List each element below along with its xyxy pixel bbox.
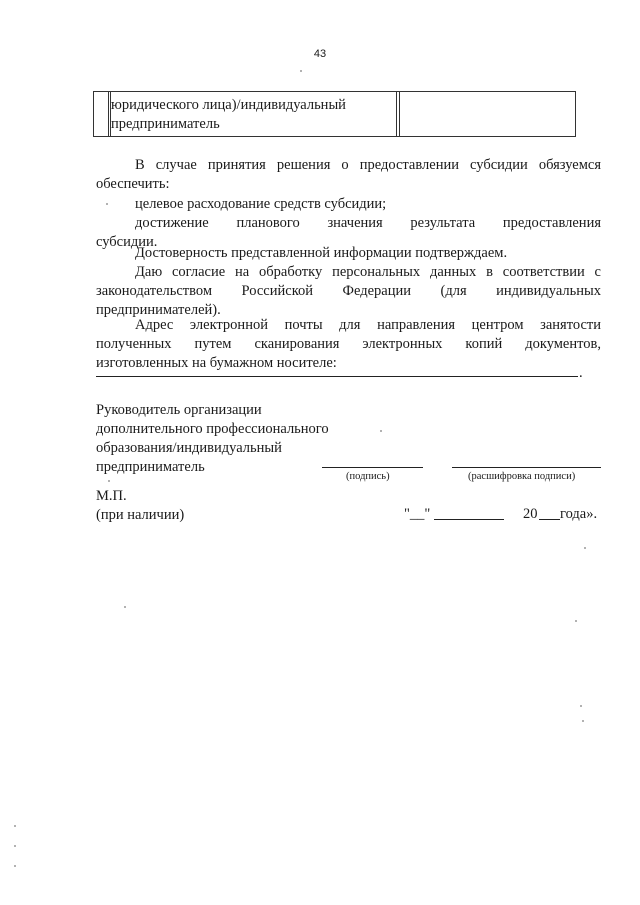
paragraph-consent-line1: Даю согласие на обработку персональных данных в соответствии с: [135, 264, 601, 280]
scan-speck: [14, 825, 16, 827]
date-year-prefix: 20: [523, 506, 538, 522]
table-fragment: [93, 91, 576, 137]
paragraph-consent-line3: предпринимателей).: [96, 302, 221, 318]
page-number: 43: [313, 48, 327, 60]
scan-speck: [14, 845, 16, 847]
signer-title-line1: Руководитель организации: [96, 402, 262, 418]
table-column-divider-double: [399, 92, 400, 136]
scan-speck: [106, 203, 108, 205]
paragraph-email-line1: Адрес электронной почты для направления центром занятости: [135, 317, 601, 333]
scan-speck: [108, 480, 110, 482]
paragraph-email-line3: изготовленных на бумажном носителе:: [96, 355, 337, 371]
scan-speck: [300, 70, 302, 72]
paragraph-confirmation: Достоверность представленной информации подтверждаем.: [135, 245, 508, 261]
table-label-line1: юридического лица)/индивидуальный: [111, 97, 346, 113]
scan-speck: [580, 705, 582, 707]
paragraph-consent-line2: законодательством Российской Федерации (для индивидуальных: [96, 283, 601, 299]
scan-speck: [380, 430, 382, 432]
table-cell-number: [94, 92, 109, 136]
signature-caption: (подпись): [346, 471, 390, 482]
list-item-result-line2: субсидии.: [96, 234, 158, 250]
signer-title-line4: предприниматель: [96, 459, 205, 475]
stamp-label: М.П.: [96, 488, 127, 504]
date-year-blank: [539, 519, 560, 520]
list-item-target-use: целевое расходование средств субсидии;: [135, 196, 387, 212]
paragraph-commitment-line1: В случае принятия решения о предоставлении субсидии обязуемся: [135, 157, 601, 173]
table-column-divider: [396, 92, 397, 136]
date-year-suffix: года».: [560, 506, 598, 522]
list-item-result-line1: достижение планового значения результата предоставления: [135, 215, 601, 231]
signature-decode-blank-line: [452, 467, 601, 468]
paragraph-email-line2: полученных путем сканирования электронных копий документов,: [96, 336, 601, 352]
scan-speck: [582, 720, 584, 722]
email-blank-line: [96, 376, 578, 377]
paragraph-commitment-line2: обеспечить:: [96, 176, 170, 192]
scan-speck: [124, 606, 126, 608]
date-month-blank: [434, 519, 504, 520]
stamp-note: (при наличии): [96, 507, 185, 523]
signer-title-line3: образования/индивидуальный: [96, 440, 282, 456]
signature-blank-line: [322, 467, 423, 468]
signer-title-line2: дополнительного профессионального: [96, 421, 329, 437]
table-cell-label: [111, 96, 389, 134]
scan-speck: [575, 620, 577, 622]
scan-speck: [14, 865, 16, 867]
signature-decode-caption: (расшифровка подписи): [468, 471, 576, 482]
scan-speck: [584, 547, 586, 549]
email-line-period: .: [579, 365, 583, 381]
date-day: "__": [404, 506, 431, 522]
table-label-line2: предприниматель: [111, 116, 220, 132]
